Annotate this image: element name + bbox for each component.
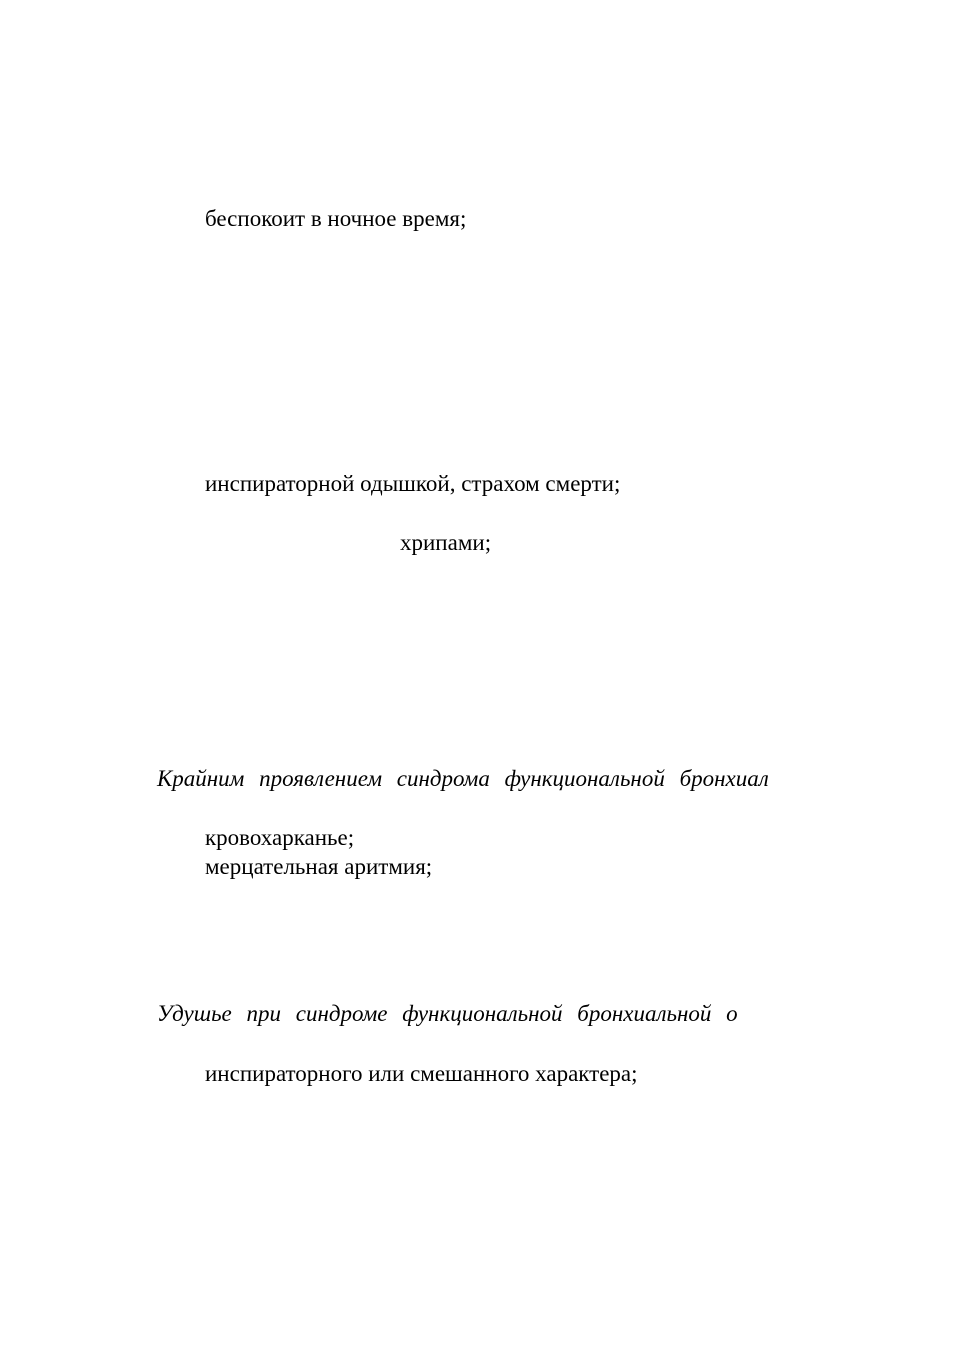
answer-option-rales: хрипами; bbox=[400, 530, 492, 555]
question-text-suffocation: Удушье при синдроме функциональной бронхиальной о bbox=[157, 1001, 738, 1026]
question-text-extreme-manifestation: Крайним проявлением синдрома функциональной бронхиал bbox=[157, 766, 769, 791]
answer-option-inspiratory-dyspnea: инспираторной одышкой, страхом смерти; bbox=[205, 471, 621, 496]
answer-option-inspiratory-or-mixed: инспираторного или смешанного характера; bbox=[205, 1061, 638, 1086]
answer-option-atrial-fibrillation: мерцательная аритмия; bbox=[205, 854, 433, 879]
answer-option-hemoptysis: кровохарканье; bbox=[205, 825, 355, 850]
answer-option-night-time: беспокоит в ночное время; bbox=[205, 206, 467, 231]
